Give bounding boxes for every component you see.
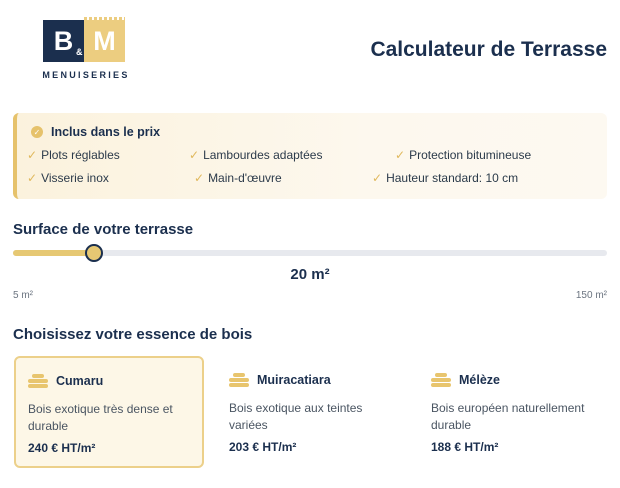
wood-card-muiracatiara[interactable] [216, 356, 406, 468]
wood-description: Bois exotique aux teintes variées [229, 401, 363, 432]
check-circle-icon: ✓ [31, 126, 43, 138]
wood-card-meleze[interactable] [418, 356, 608, 468]
surface-slider-fill [13, 250, 94, 256]
wood-description: Bois européen naturellement durable [431, 401, 585, 432]
included-item: ✓ Main-d'œuvre [194, 171, 282, 185]
wood-price: 203 € HT/m² [229, 440, 297, 454]
wood-stack-icon [431, 373, 451, 387]
page-title: Calculateur de Terrasse [370, 38, 607, 61]
wood-description: Bois exotique très dense et durable [28, 402, 173, 433]
included-box [13, 113, 607, 199]
wood-section-title: Choisissez votre essence de bois [13, 326, 253, 343]
logo-ampersand: & [76, 47, 83, 57]
wood-stack-icon [28, 374, 48, 388]
surface-min-label: 5 m² [13, 290, 33, 301]
checkmark-icon: ✓ [372, 171, 383, 185]
wood-card-header [431, 370, 595, 390]
included-item: ✓ Visserie inox [27, 171, 109, 185]
wood-stack-icon [229, 373, 249, 387]
included-item: ✓ Hauteur standard: 10 cm [372, 171, 519, 185]
surface-slider-thumb[interactable] [85, 244, 103, 262]
wood-card-header [28, 371, 190, 391]
wood-card-cumaru[interactable] [14, 356, 204, 468]
surface-title: Surface de votre terrasse [13, 221, 194, 238]
wood-name: Muiracatiara [257, 373, 331, 387]
wood-price: 240 € HT/m² [28, 441, 96, 455]
wood-name: Mélèze [459, 373, 500, 387]
checkmark-icon: ✓ [27, 148, 38, 162]
checkmark-icon: ✓ [189, 148, 200, 162]
checkmark-icon: ✓ [194, 171, 205, 185]
surface-value: 20 m² [290, 266, 330, 283]
wood-card-header [229, 370, 393, 390]
logo-letter-m: M [84, 20, 125, 62]
brand-name: MENUISERIES [42, 70, 130, 80]
wood-price: 188 € HT/m² [431, 440, 499, 454]
checkmark-icon: ✓ [395, 148, 406, 162]
logo-letter-b: B [43, 20, 84, 62]
surface-max-label: 150 m² [575, 290, 607, 301]
logo-mark [43, 20, 125, 66]
included-item: ✓ Lambourdes adaptées [189, 148, 323, 162]
checkmark-icon: ✓ [27, 171, 38, 185]
included-item: ✓ Protection bitumineuse [395, 148, 532, 162]
included-header [31, 125, 160, 139]
brand-logo[interactable] [40, 20, 132, 80]
included-title: Inclus dans le prix [51, 125, 161, 139]
included-item: ✓ Plots réglables [27, 148, 120, 162]
wood-name: Cumaru [56, 374, 104, 388]
